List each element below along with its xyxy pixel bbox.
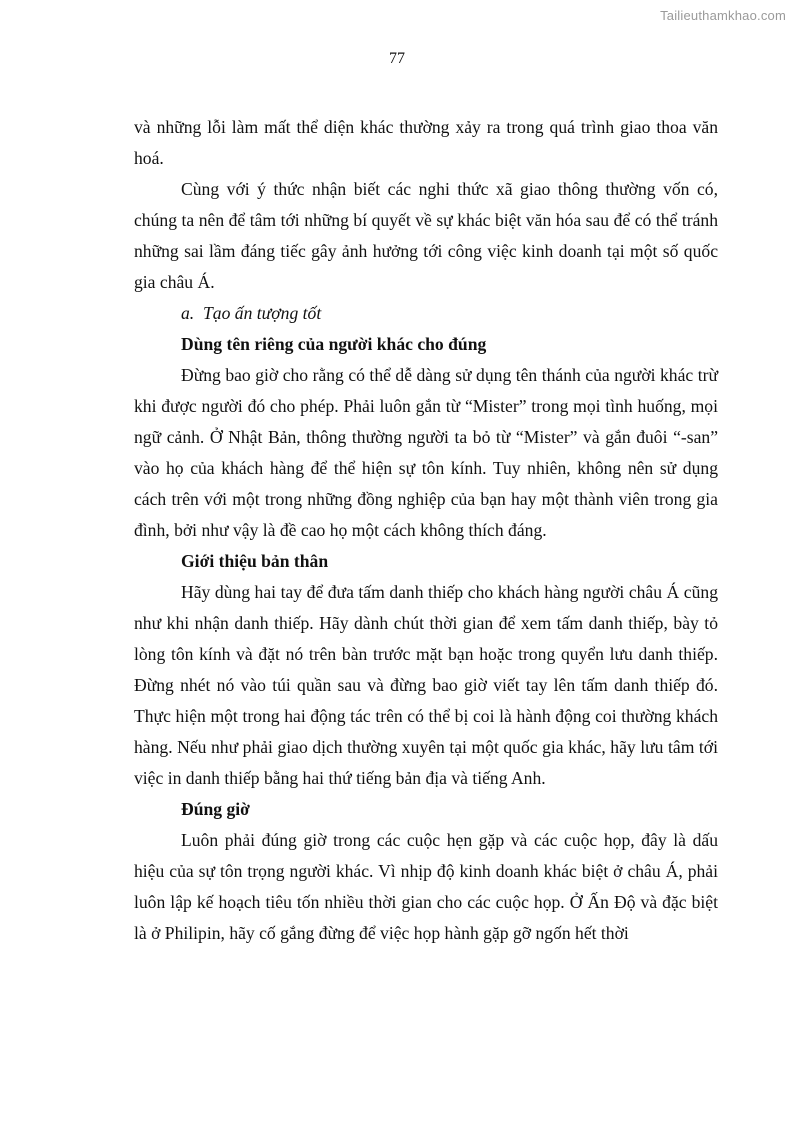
watermark-text: Tailieuthamkhao.com — [660, 8, 786, 23]
paragraph-introduce-yourself: Hãy dùng hai tay để đưa tấm danh thiếp cho khách hàng người châu Á cũng như khi nhận danh thiếp. Hãy dành chút thời gian để xem tấm danh thiếp, bày tỏ lòng tôn kính và đặt nó trên bàn trước mặt bạn hoặc trong quyển lưu danh thiếp. Đừng nhét nó vào túi quần sau và đừng bao giờ viết tay lên tấm danh thiếp đó. Thực hiện một trong hai động tác trên có thể bị coi là hành động coi thường khách hàng. Nếu như phải giao dịch thường xuyên tại một quốc gia khác, hãy lưu tâm tới việc in danh thiếp bằng hai thứ tiếng bản địa và tiếng Anh. — [134, 582, 718, 788]
paragraph-punctuality: Luôn phải đúng giờ trong các cuộc hẹn gặp và các cuộc họp, đây là dấu hiệu của sự tôn trọng người khác. Vì nhịp độ kinh doanh khác biệt ở châu Á, phải luôn lập kế hoạch tiêu tốn nhiều thời gian cho các cuộc họp. Ở Ấn Độ và đặc biệt là ở Philipin, hãy cố gắng đừng để việc họp hành gặp gỡ ngốn hết thời — [134, 830, 718, 943]
paragraph-using-names: Đừng bao giờ cho rằng có thể dễ dàng sử dụng tên thánh của người khác trừ khi được người đó cho phép. Phải luôn gắn từ “Mister” trong mọi tình huống, mọi ngữ cảnh. Ở Nhật Bản, thông thường người ta bỏ từ “Mister” và gắn đuôi “-san” vào họ của khách hàng để thể hiện sự tôn kính. Tuy nhiên, không nên sử dụng cách trên với một trong những đồng nghiệp của bạn hay một thành viên trong gia đình, bởi như vậy là đề cao họ một cách không thích đáng. — [134, 365, 718, 540]
section-heading — [134, 298, 718, 329]
paragraph-continuation: và những lỗi làm mất thể diện khác thường xảy ra trong quá trình giao thoa văn hoá. — [134, 117, 718, 168]
document-body — [134, 112, 718, 949]
paragraph-intro: Cùng với ý thức nhận biết các nghi thức xã giao thông thường vốn có, chúng ta nên để tâm tới những bí quyết về sự khác biệt văn hóa sau để có thể tránh những sai lầm đáng tiếc gây ảnh hưởng tới công việc kinh doanh tại một số quốc gia châu Á. — [134, 179, 718, 292]
heading-punctuality: Đúng giờ — [181, 799, 250, 819]
heading-using-names: Dùng tên riêng của người khác cho đúng — [181, 334, 487, 354]
heading-introduce-yourself: Giới thiệu bản thân — [181, 551, 329, 571]
section-title: Tạo ấn tượng tốt — [203, 303, 322, 323]
page-number: 77 — [389, 50, 405, 67]
section-label: a. — [181, 303, 195, 323]
